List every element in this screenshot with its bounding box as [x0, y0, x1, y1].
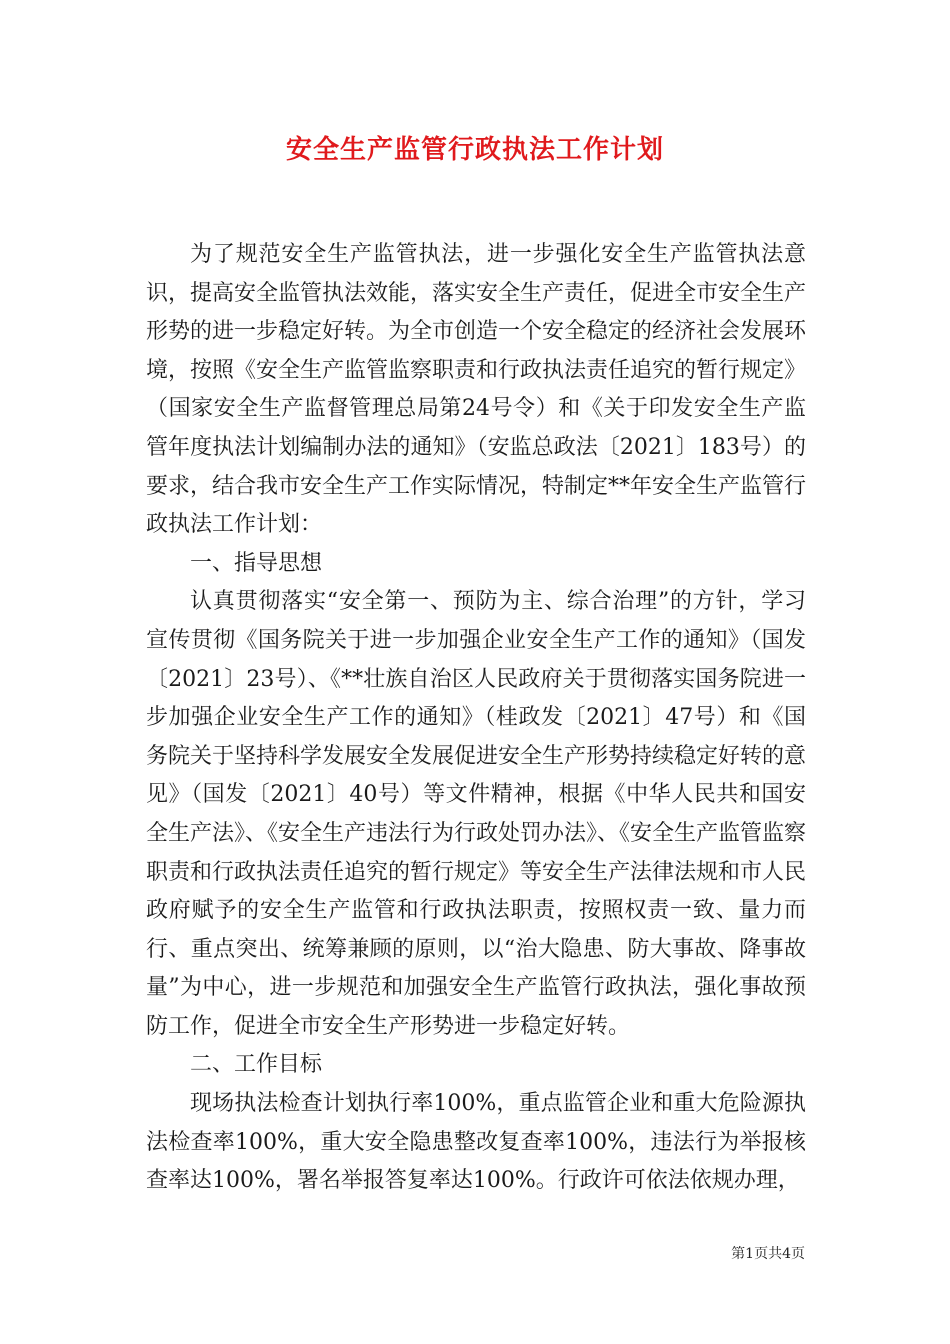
document-body — [146, 236, 806, 1201]
page-title: 安全生产监管行政执法工作计划 — [285, 135, 664, 165]
page-number: 第1页共4页 — [731, 1246, 805, 1262]
section-heading-guiding-thought: 一、指导思想 — [190, 550, 323, 576]
section-heading-work-goals: 二、工作目标 — [190, 1052, 323, 1078]
work-goals-paragraph: 现场执法检查计划执行率100%，重点监管企业和重大危险源执法检查率100%，重大安全隐患整改复查率100%，违法行为举报核查率达100%，署名举报答复率达100%。行政许可依法依规办理， — [146, 1091, 806, 1194]
guiding-thought-paragraph: 认真贯彻落实“安全第一、预防为主、综合治理”的方针，学习宣传贯彻《国务院关于进一步加强企业安全生产工作的通知》（国发〔2021〕23号）、《**壮族自治区人民政府关于贯彻落实国务院进一步加强企业安全生产工作的通知》（桂政发〔2021〕47号）和《国务院关于坚持科学发展安全发展促进安全生产形势持续稳定好转的意见》（国发〔2021〕40号）等文件精神，根据《中华人民共和国安全生产法》、《安全生产违法行为行政处罚办法》、《安全生产监管监察职责和行政执法责任追究的暂行规定》等安全生产法律法规和市人民政府赋予的安全生产监管和行政执法职责，按照权责一致、量力而行、重点突出、统筹兼顾的原则，以“治大隐患、防大事故、降事故量”为中心，进一步规范和加强安全生产监管行政执法，强化事故预防工作，促进全市安全生产形势进一步稳定好转。 — [146, 589, 807, 1039]
intro-paragraph: 为了规范安全生产监管执法，进一步强化安全生产监管执法意识，提高安全监管执法效能，落实安全生产责任，促进全市安全生产形势的进一步稳定好转。为全市创造一个安全稳定的经济社会发展环境，按照《安全生产监管监察职责和行政执法责任追究的暂行规定》（国家安全生产监督管理总局第24号令）和《关于印发安全生产监管年度执法计划编制办法的通知》（安监总政法〔2021〕183号）的要求，结合我市安全生产工作实际情况，特制定**年安全生产监管行政执法工作计划： — [146, 242, 807, 538]
